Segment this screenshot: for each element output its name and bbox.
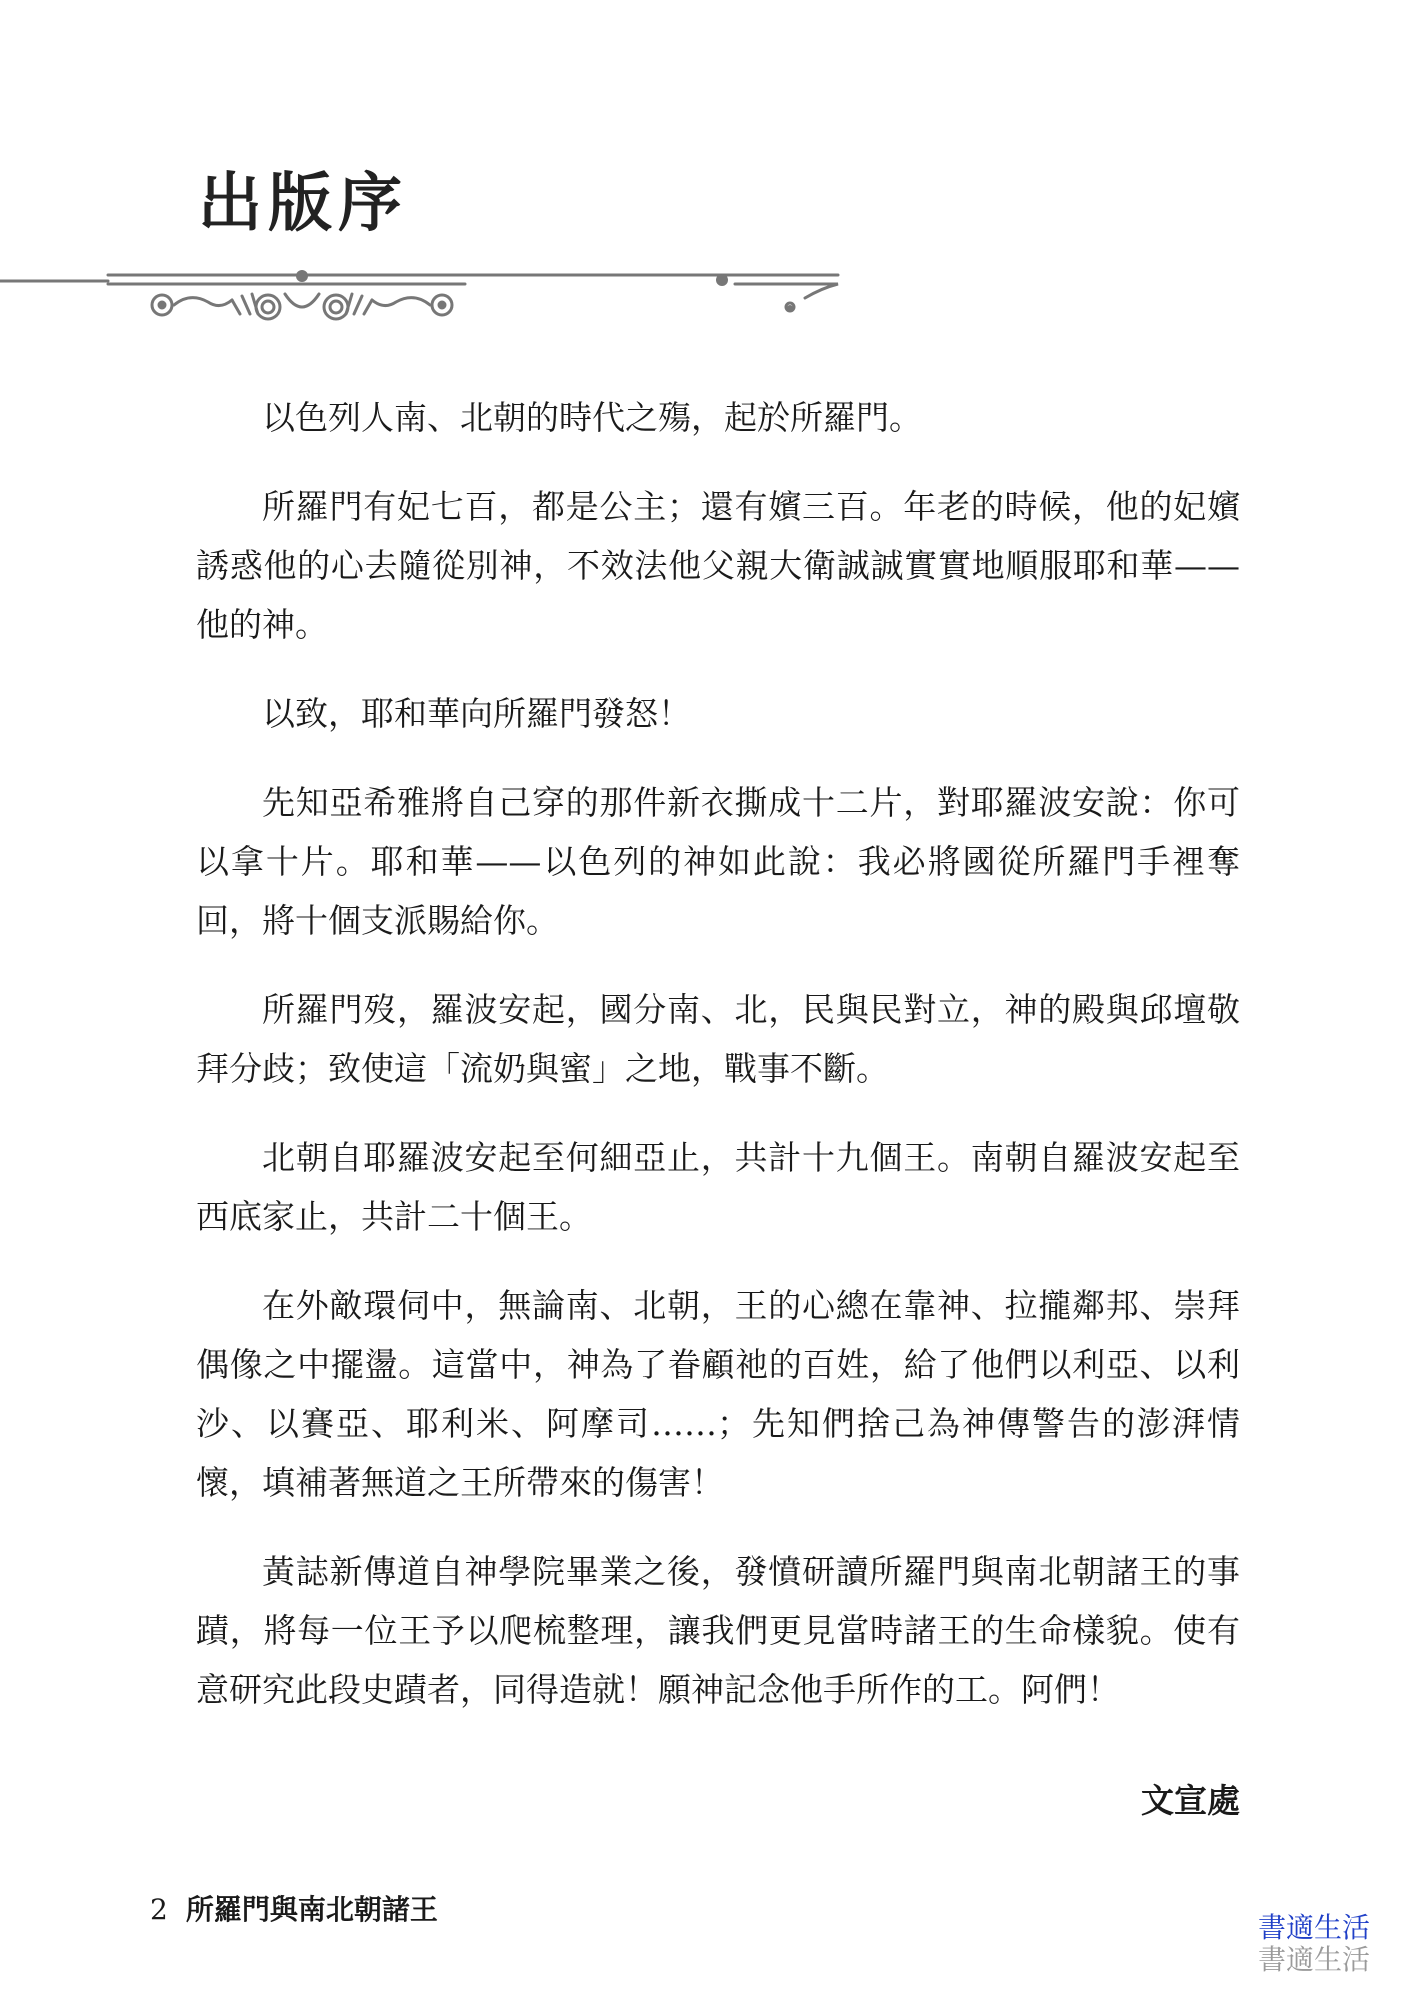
- paragraph: 在外敵環伺中，無論南、北朝，王的心總在靠神、拉攏鄰邦、崇拜偶像之中擺盪。這當中，神為了眷顧祂的百姓，給了他們以利亞、以利沙、以賽亞、耶利米、阿摩司……；先知們捨己為神傳警告的澎湃情懷，填補著無道之王所帶來的傷害！: [196, 1286, 1240, 1502]
- paragraph: 黃誌新傳道自神學院畢業之後，發憤研讀所羅門與南北朝諸王的事蹟，將每一位王予以爬梳整理，讓我們更見當時諸王的生命樣貌。使有意研究此段史蹟者，同得造就！願神記念他手所作的工。阿們！: [196, 1552, 1240, 1709]
- paragraph: 所羅門有妃七百，都是公主；還有嬪三百。年老的時候，他的妃嬪誘惑他的心去隨從別神，不效法他父親大衛誠誠實實地順服耶和華——他的神。: [196, 487, 1240, 644]
- page-footer: [150, 1893, 438, 1926]
- signature: 文宣處: [1141, 1781, 1240, 1820]
- preface-body: [196, 388, 1240, 1749]
- page-title: 出版序: [198, 167, 408, 241]
- paragraph: 所羅門歿，羅波安起，國分南、北，民與民對立，神的殿與邱壇敬拜分歧；致使這「流奶與蜜」之地，戰事不斷。: [196, 990, 1240, 1088]
- watermark-line: 書適生活: [1257, 1911, 1370, 1944]
- watermark-line: 書適生活: [1257, 1943, 1370, 1976]
- paragraph: 先知亞希雅將自己穿的那件新衣撕成十二片，對耶羅波安說：你可以拿十片。耶和華——以色列的神如此說：我必將國從所羅門手裡奪回，將十個支派賜給你。: [196, 783, 1240, 940]
- book-title: 所羅門與南北朝諸王: [185, 1893, 438, 1926]
- page-number: 2: [150, 1893, 168, 1926]
- paragraph: 北朝自耶羅波安起至何細亞止，共計十九個王。南朝自羅波安起至西底家止，共計二十個王。: [196, 1138, 1240, 1236]
- paragraph: 以色列人南、北朝的時代之殤，起於所羅門。: [262, 398, 922, 437]
- watermark: [1230, 1912, 1370, 1976]
- paragraph: 以致，耶和華向所羅門發怒！: [262, 694, 691, 733]
- scroll-flourish-divider-icon: [0, 262, 850, 322]
